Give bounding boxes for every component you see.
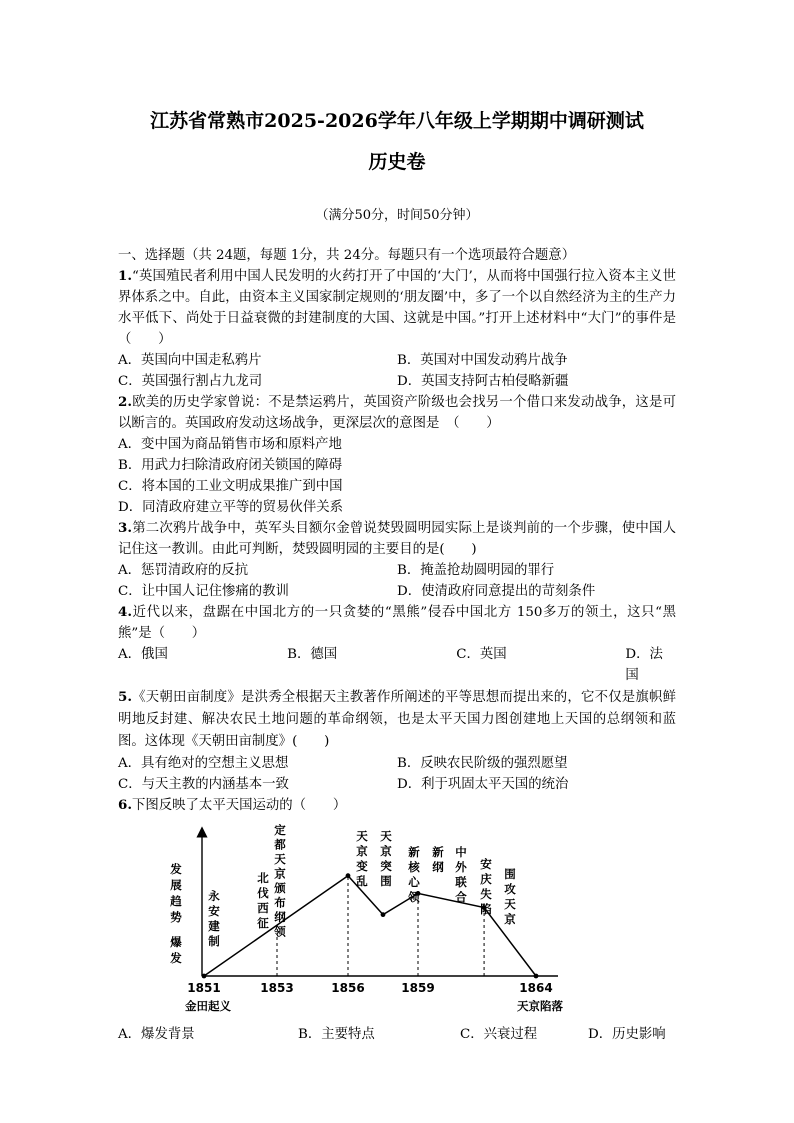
option-c[interactable]: C．英国 [456,647,507,662]
option-a[interactable]: A．惩罚清政府的反抗 [118,563,249,578]
question-number: 6. [118,797,132,813]
question-number: 4. [118,604,132,620]
event-label: 天京变乱 [356,829,368,888]
question-4 [118,602,676,644]
taiping-trend-chart [118,818,676,1024]
x-sub-label: 天京陷落 [517,999,563,1013]
event-label: 天京突围 [380,829,392,888]
exam-content [118,245,676,1045]
question-number: 2. [118,394,132,410]
question-number: 5. [118,689,132,705]
option-c[interactable]: C．让中国人记住惨痛的教训 [118,584,289,599]
event-label: 颁布纲领 [274,881,286,939]
question-stem: 欧美的历史学家曾说：不是禁运鸦片，英国资产阶级也会找另一个借口来发动战争，这是可以断言的。英国政府发动这场战争，更深层次的意图是 （ ） [118,395,676,431]
options-row [118,644,676,686]
event-label: 安庆失陷 [480,857,492,916]
options-row [118,581,676,602]
question-6 [118,795,676,816]
y-axis-label: 发展趋势 [170,862,182,924]
data-point [534,974,539,979]
option-a[interactable]: A．俄国 [118,647,168,662]
event-label: 新纲 [432,845,444,874]
question-stem: 下图反映了太平天国运动的（ ） [131,798,347,813]
question-1 [118,266,676,350]
question-stem: 第二次鸦片战争中，英军头目额尔金曾说焚毁圆明园实际上是谈判前的一个步骤，使中国人记住这一教训。由此可判断，焚毁圆明园的主要目的是( ) [118,521,676,557]
y-axis-label-low: 爆发 [170,935,182,965]
option-b[interactable]: B．主要特点 [298,1027,375,1042]
x-sub-label: 金田起义 [185,999,231,1013]
options-row [118,350,676,371]
option-d[interactable]: D．同清政府建立平等的贸易伙伴关系 [118,500,343,515]
question-stem: 《天朝田亩制度》是洪秀全根据天主教著作所阐述的平等思想而提出来的，它不仅是旗帜鲜明地反封建、解决农民土地问题的革命纲领，也是太平天国力图创建地上天国的总纲领和蓝图。这体现《天朝田亩制度》( ) [118,690,676,749]
option-c[interactable]: C．与天主教的内涵基本一致 [118,777,289,792]
question-number: 1. [118,268,132,284]
option-d[interactable]: D．利于巩固太平天国的统治 [397,777,569,792]
data-point [202,974,207,979]
option-d[interactable]: D．英国支持阿古柏侵略新疆 [397,374,569,389]
exam-note: （满分50分，时间50分钟） [315,208,479,223]
option-a[interactable]: A．变中国为商品销售市场和原料产地 [118,437,342,452]
question-number: 3. [118,520,132,536]
option-d[interactable]: D．历史影响 [588,1027,666,1042]
data-point [346,873,351,878]
data-point [381,912,386,917]
option-b[interactable]: B．英国对中国发动鸦片战争 [397,353,568,368]
question-5 [118,686,676,753]
options-row [118,753,676,774]
event-label: 定都天京 [274,823,286,881]
event-label: 永安建制 [208,889,220,948]
x-tick-label: 1859 [401,981,435,995]
option-a[interactable]: A．爆发背景 [118,1027,195,1042]
options-row [118,371,676,392]
option-b[interactable]: B．用武力扫除清政府闭关锁国的障碍 [118,458,343,473]
options-row [118,560,676,581]
exam-title: 江苏省常熟市2025-2026学年八年级上学期期中调研测试 [150,110,644,132]
option-a[interactable]: A．英国向中国走私鸦片 [118,353,262,368]
event-label: 中外联合 [455,845,467,904]
question-2 [118,392,676,434]
option-c[interactable]: C．兴衰过程 [460,1027,538,1042]
x-tick-label: 1853 [260,981,294,995]
event-label: 新核心领 [408,845,420,904]
option-c[interactable]: C．将本国的工业文明成果推广到中国 [118,479,343,494]
exam-subtitle: 历史卷 [368,151,426,173]
option-b[interactable]: B．掩盖抢劫圆明园的罪行 [397,563,555,578]
option-d[interactable]: D．法国 [625,647,663,683]
option-a[interactable]: A．具有绝对的空想主义思想 [118,756,289,771]
option-c[interactable]: C．英国强行割占九龙司 [118,374,263,389]
event-label: 北伐西征 [257,871,269,930]
x-tick-label: 1864 [519,981,553,995]
trend-chart-svg [118,818,676,1024]
event-label: 围攻天京 [504,867,516,926]
option-d[interactable]: D．使清政府同意提出的苛刻条件 [397,584,596,599]
option-b[interactable]: B．德国 [287,647,338,662]
section-heading: 一、选择题（共 24题，每题 1分，共 24分。每题只有一个选项最符合题意） [118,248,576,263]
options-row [118,1024,676,1045]
options-row [118,774,676,795]
x-tick-label: 1851 [187,981,221,995]
option-b[interactable]: B．反映农民阶级的强烈愿望 [397,756,568,771]
question-stem: 近代以来，盘踞在中国北方的一只贪婪的“黑熊”侵吞中国北方 150多万的领土，这只“黑熊”是（ ） [118,605,676,641]
question-stem: “英国殖民者利用中国人民发明的火药打开了中国的‘大门’，从而将中国强行拉入资本主义世界体系之中。自此，由资本主义国家制定规则的‘朋友圈’中，多了一个以自然经济为主的生产力水平低下、尚处于日益衰微的封建制度的大国、这就是中国。”打开上述材料中“大门”的事件是（ ） [118,269,676,347]
question-3 [118,518,676,560]
x-tick-label: 1856 [331,981,365,995]
